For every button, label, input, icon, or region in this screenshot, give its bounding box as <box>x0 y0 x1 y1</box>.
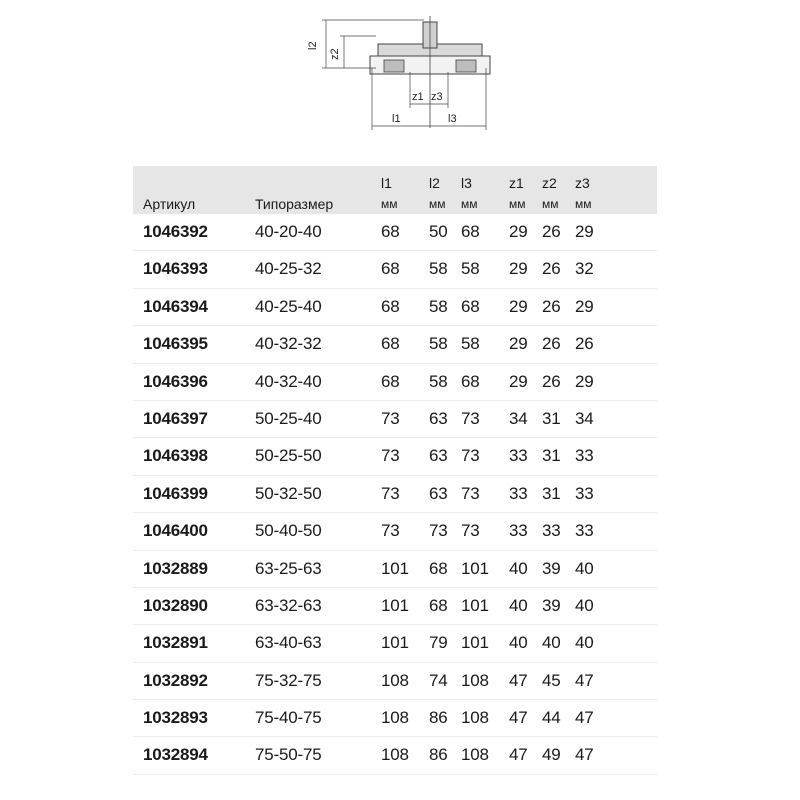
cell-article: 1046397 <box>143 408 208 428</box>
header-l2-unit: мм <box>429 197 446 211</box>
cell-l2: 86 <box>429 745 448 765</box>
header-article: Артикул <box>143 196 196 212</box>
cell-z3: 40 <box>575 595 594 615</box>
cell-l2: 68 <box>429 558 448 578</box>
header-l1-unit: мм <box>381 197 398 211</box>
cell-l3: 108 <box>461 708 489 728</box>
fitting-dimension-drawing <box>300 8 520 138</box>
cell-z3: 26 <box>575 334 594 354</box>
cell-l2: 58 <box>429 259 448 279</box>
cell-l2: 63 <box>429 483 448 503</box>
cell-size: 75-50-75 <box>255 745 322 765</box>
cell-z3: 29 <box>575 296 594 316</box>
cell-article: 1032893 <box>143 708 208 728</box>
header-z1: z1 <box>509 175 524 191</box>
cell-z3: 40 <box>575 633 594 653</box>
cell-article: 1046394 <box>143 296 208 316</box>
cell-l2: 58 <box>429 371 448 391</box>
cell-z1: 40 <box>509 633 528 653</box>
cell-article: 1046396 <box>143 371 208 391</box>
cell-l3: 101 <box>461 558 489 578</box>
z1-label: z1 <box>412 91 424 103</box>
cell-l3: 68 <box>461 371 480 391</box>
cell-size: 63-32-63 <box>255 595 322 615</box>
cell-l3: 58 <box>461 259 480 279</box>
cell-size: 63-40-63 <box>255 633 322 653</box>
cell-z3: 32 <box>575 259 594 279</box>
cell-article: 1032892 <box>143 670 208 690</box>
cell-l3: 73 <box>461 408 480 428</box>
cell-l1: 108 <box>381 745 409 765</box>
cell-size: 40-25-40 <box>255 296 322 316</box>
cell-l2: 86 <box>429 708 448 728</box>
cell-z3: 34 <box>575 408 594 428</box>
table-row <box>133 737 657 774</box>
cell-z2: 44 <box>542 708 561 728</box>
cell-l2: 50 <box>429 222 448 241</box>
table-row <box>133 326 657 363</box>
cell-z2: 26 <box>542 371 561 391</box>
cell-z1: 29 <box>509 222 528 241</box>
table-row <box>133 289 657 326</box>
cell-l2: 73 <box>429 521 448 541</box>
cell-z1: 29 <box>509 296 528 316</box>
cell-z3: 47 <box>575 670 594 690</box>
header-z3: z3 <box>575 175 590 191</box>
z3-label: z3 <box>431 91 443 103</box>
cell-size: 50-40-50 <box>255 521 322 541</box>
cell-article: 1046400 <box>143 521 208 541</box>
cell-size: 40-25-32 <box>255 259 322 279</box>
cell-l1: 73 <box>381 483 400 503</box>
cell-size: 75-40-75 <box>255 708 322 728</box>
header-size: Типоразмер <box>255 196 334 212</box>
cell-l3: 101 <box>461 633 489 653</box>
cell-l1: 68 <box>381 259 400 279</box>
cell-article: 1032889 <box>143 558 208 578</box>
header-z1-unit: мм <box>509 197 526 211</box>
cell-z2: 49 <box>542 745 561 765</box>
cell-z2: 31 <box>542 483 561 503</box>
cell-l1: 68 <box>381 371 400 391</box>
cell-z2: 26 <box>542 296 561 316</box>
table-row <box>133 588 657 625</box>
cell-l1: 101 <box>381 595 409 615</box>
cell-l1: 73 <box>381 446 400 466</box>
cell-l1: 101 <box>381 558 409 578</box>
z2-label: z2 <box>329 48 341 60</box>
table-header <box>133 166 657 214</box>
tee-fitting-schematic <box>300 8 520 138</box>
spec-table <box>133 166 657 775</box>
table-row <box>133 401 657 438</box>
header-z2: z2 <box>542 175 557 191</box>
cell-article: 1032890 <box>143 595 208 615</box>
cell-article: 1032891 <box>143 633 208 653</box>
cell-z3: 33 <box>575 446 594 466</box>
cell-z3: 29 <box>575 222 594 241</box>
cell-size: 75-32-75 <box>255 670 322 690</box>
cell-z1: 29 <box>509 371 528 391</box>
cell-l3: 101 <box>461 595 489 615</box>
table-row <box>133 364 657 401</box>
header-l2: l2 <box>429 175 440 191</box>
cell-z1: 33 <box>509 521 528 541</box>
cell-l1: 101 <box>381 633 409 653</box>
table-row <box>133 700 657 737</box>
cell-l2: 74 <box>429 670 448 690</box>
cell-z1: 47 <box>509 670 528 690</box>
cell-l2: 68 <box>429 595 448 615</box>
cell-l2: 58 <box>429 296 448 316</box>
l2-label: l2 <box>307 41 319 50</box>
cell-l3: 58 <box>461 334 480 354</box>
cell-z3: 29 <box>575 371 594 391</box>
cell-l1: 68 <box>381 296 400 316</box>
header-z2-unit: мм <box>542 197 559 211</box>
cell-l1: 73 <box>381 521 400 541</box>
cell-l3: 108 <box>461 670 489 690</box>
cell-l2: 63 <box>429 408 448 428</box>
table-row <box>133 214 657 251</box>
cell-l2: 63 <box>429 446 448 466</box>
cell-z2: 26 <box>542 334 561 354</box>
cell-l3: 68 <box>461 296 480 316</box>
l1-label: l1 <box>392 113 401 125</box>
cell-z2: 39 <box>542 595 561 615</box>
header-z3-unit: мм <box>575 197 592 211</box>
cell-z1: 40 <box>509 595 528 615</box>
cell-size: 63-25-63 <box>255 558 322 578</box>
cell-l3: 108 <box>461 745 489 765</box>
table-row <box>133 251 657 288</box>
cell-z3: 33 <box>575 483 594 503</box>
cell-z2: 31 <box>542 408 561 428</box>
cell-article: 1046399 <box>143 483 208 503</box>
cell-l2: 58 <box>429 334 448 354</box>
cell-size: 50-25-50 <box>255 446 322 466</box>
cell-size: 50-32-50 <box>255 483 322 503</box>
table-row <box>133 663 657 700</box>
cell-size: 40-20-40 <box>255 222 322 241</box>
cell-article: 1046393 <box>143 259 208 279</box>
cell-l1: 108 <box>381 708 409 728</box>
cell-l1: 68 <box>381 222 400 241</box>
table-row <box>133 513 657 550</box>
cell-z1: 34 <box>509 408 528 428</box>
cell-size: 50-25-40 <box>255 408 322 428</box>
cell-z2: 39 <box>542 558 561 578</box>
cell-z1: 29 <box>509 259 528 279</box>
header-l3: l3 <box>461 175 472 191</box>
cell-z2: 31 <box>542 446 561 466</box>
cell-z1: 40 <box>509 558 528 578</box>
cell-article: 1046395 <box>143 334 208 354</box>
table-body <box>133 214 657 775</box>
cell-z2: 40 <box>542 633 561 653</box>
cell-l1: 73 <box>381 408 400 428</box>
cell-z1: 33 <box>509 446 528 466</box>
cell-l3: 68 <box>461 222 480 241</box>
cell-article: 1046392 <box>143 222 208 241</box>
table-row <box>133 625 657 662</box>
cell-z2: 26 <box>542 259 561 279</box>
cell-z3: 33 <box>575 521 594 541</box>
cell-z2: 45 <box>542 670 561 690</box>
cell-z2: 33 <box>542 521 561 541</box>
cell-article: 1046398 <box>143 446 208 466</box>
cell-l3: 73 <box>461 483 480 503</box>
cell-l2: 79 <box>429 633 448 653</box>
cell-z3: 47 <box>575 745 594 765</box>
table-row <box>133 551 657 588</box>
cell-size: 40-32-32 <box>255 334 322 354</box>
cell-z2: 26 <box>542 222 561 241</box>
table-row <box>133 476 657 513</box>
table-row <box>133 438 657 475</box>
cell-z1: 29 <box>509 334 528 354</box>
cell-l1: 68 <box>381 334 400 354</box>
cell-z1: 47 <box>509 708 528 728</box>
cell-z1: 47 <box>509 745 528 765</box>
cell-z3: 47 <box>575 708 594 728</box>
cell-article: 1032894 <box>143 745 208 765</box>
header-l3-unit: мм <box>461 197 478 211</box>
cell-l3: 73 <box>461 446 480 466</box>
cell-l1: 108 <box>381 670 409 690</box>
cell-z1: 33 <box>509 483 528 503</box>
cell-l3: 73 <box>461 521 480 541</box>
cell-size: 40-32-40 <box>255 371 322 391</box>
cell-z3: 40 <box>575 558 594 578</box>
l3-label: l3 <box>448 113 457 125</box>
header-l1: l1 <box>381 175 392 191</box>
